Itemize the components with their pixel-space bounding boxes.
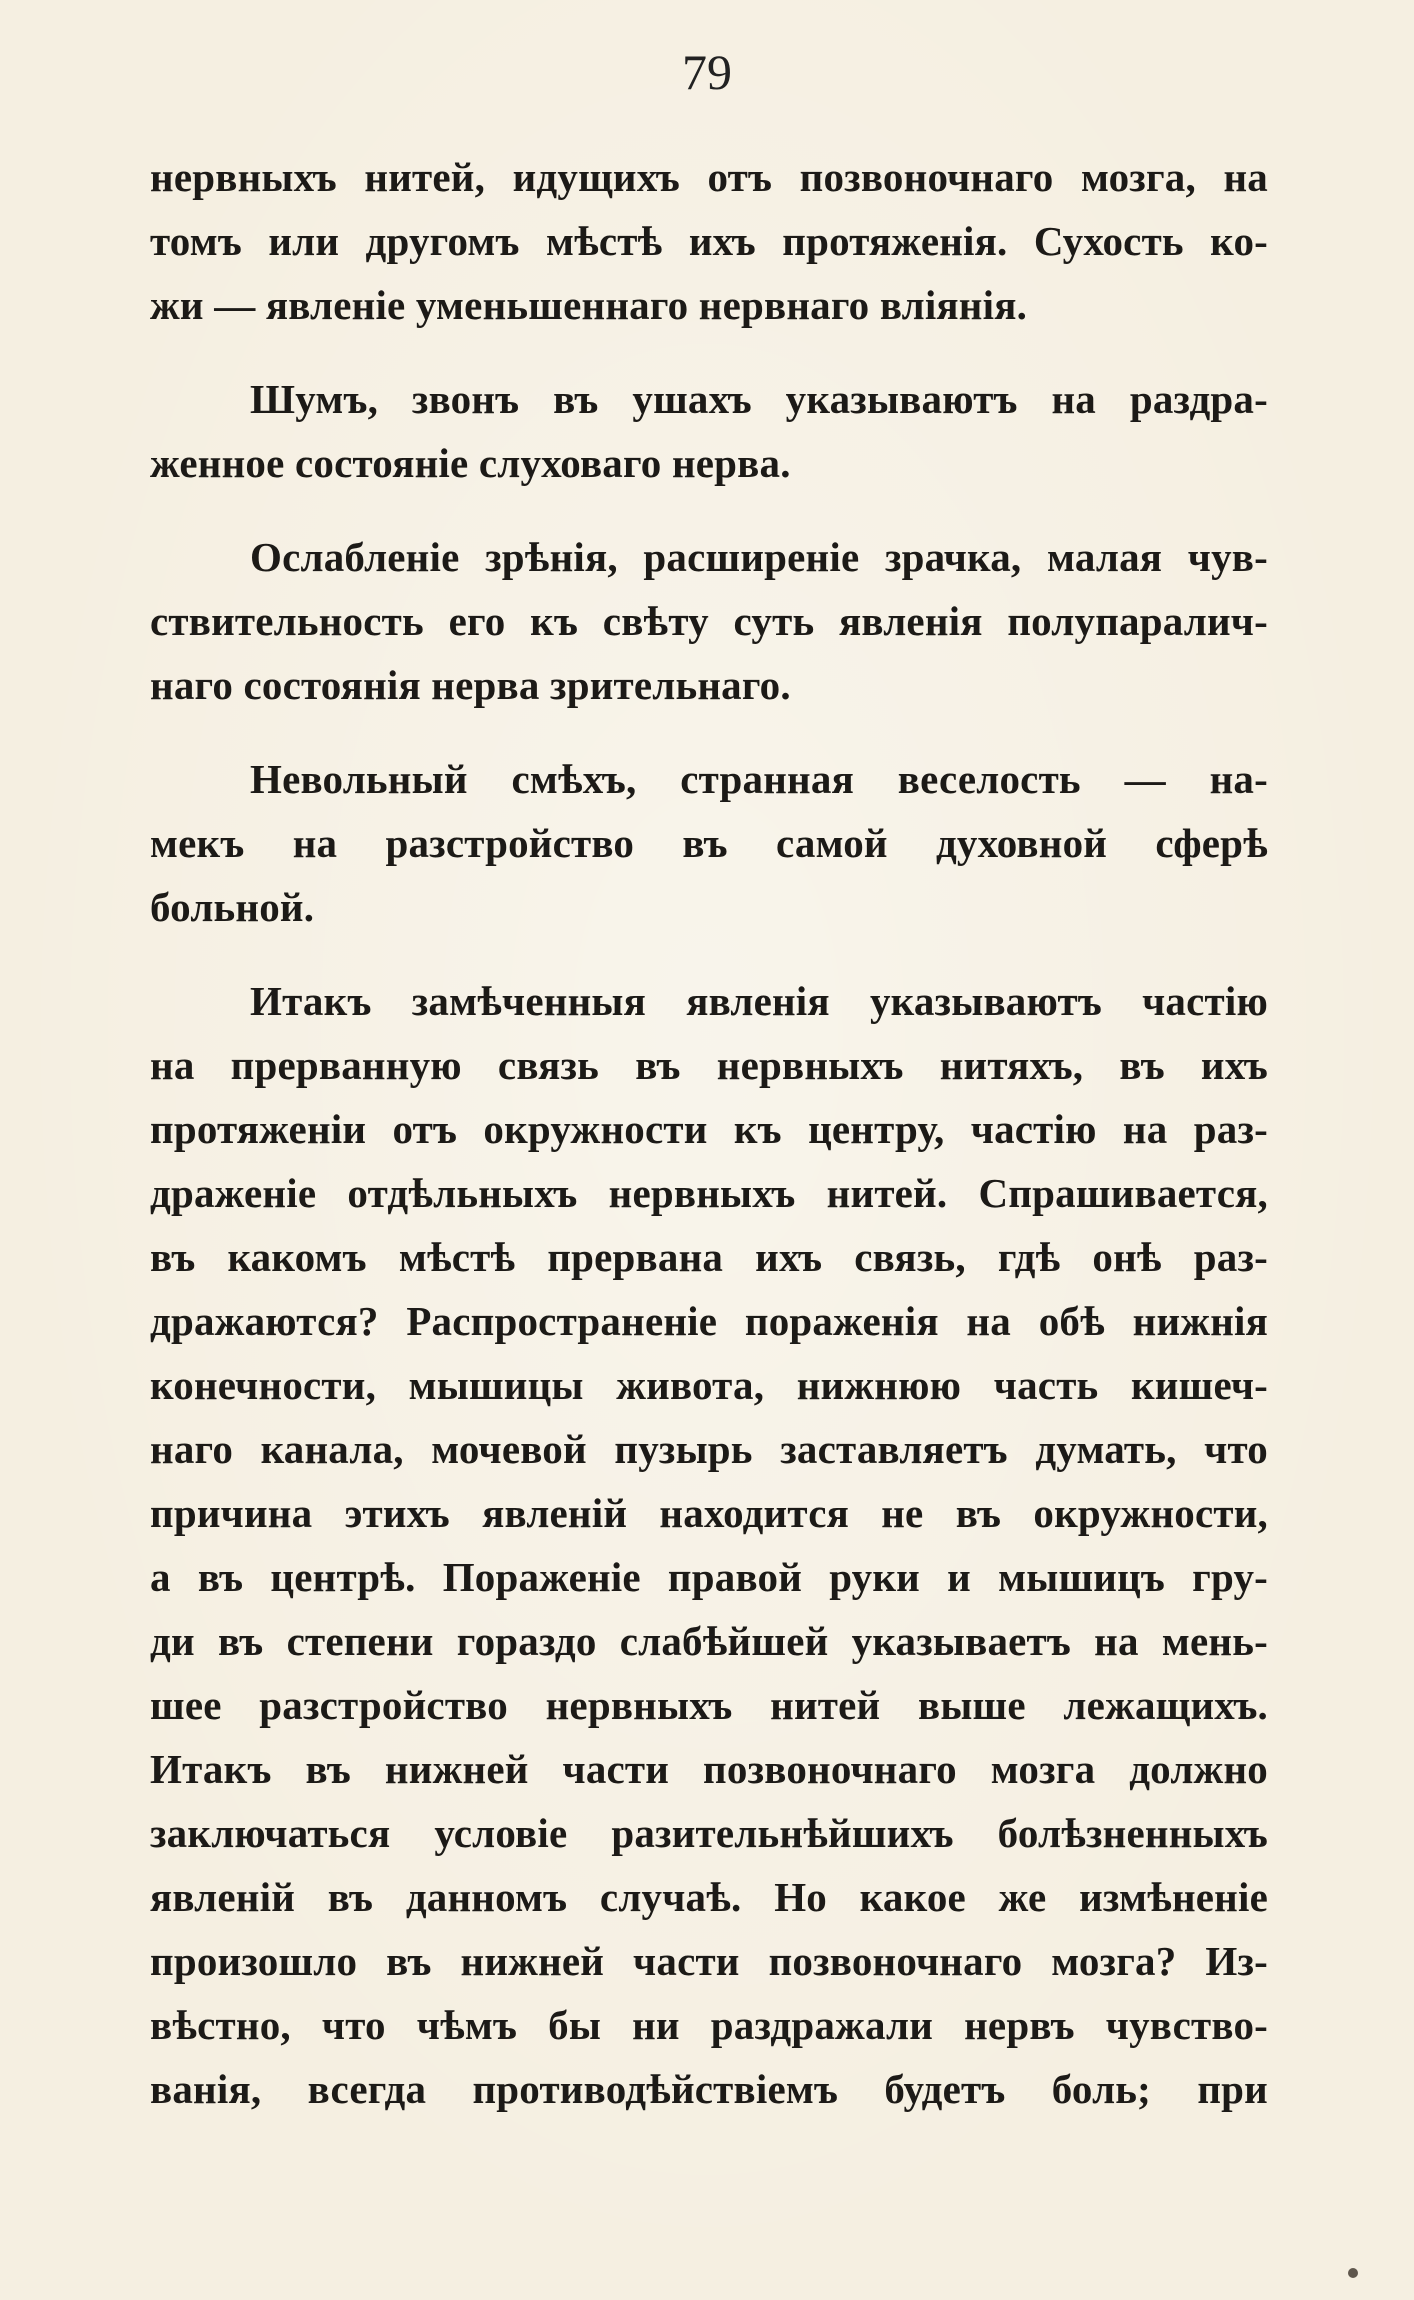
text-line: произошло въ нижней части позвоночнаго мозга? Из- (150, 1938, 1268, 1984)
text-line: Невольный смѣхъ, странная веселость — на- (250, 756, 1268, 802)
text-line: томъ или другомъ мѣстѣ ихъ протяженія. Сухость ко- (150, 218, 1268, 264)
text-line: Итакъ замѣченныя явленія указываютъ частію (250, 978, 1268, 1024)
text-line: шее разстройство нервныхъ нитей выше лежащихъ. (150, 1682, 1268, 1728)
text-line: вѣстно, что чѣмъ бы ни раздражали нервъ чувство- (150, 2002, 1268, 2048)
page-number: 79 (682, 44, 732, 100)
paragraph-2 (150, 367, 1268, 495)
text-line: причина этихъ явленій находится не въ окружности, (150, 1490, 1268, 1536)
text-line: больной. (150, 884, 315, 930)
text-line: на прерванную связь въ нервныхъ нитяхъ, въ ихъ (150, 1042, 1268, 1088)
text-line: протяженіи отъ окружности къ центру, частію на раз- (150, 1106, 1268, 1152)
text-line: явленій въ данномъ случаѣ. Но какое же измѣненіе (150, 1874, 1268, 1920)
text-line: женное состояніе слуховаго нерва. (150, 440, 791, 486)
text-body (150, 145, 1268, 2121)
text-line: ванія, всегда противодѣйствіемъ будетъ боль; при (150, 2066, 1268, 2112)
text-line: дражаются? Распространеніе пораженія на обѣ нижнія (150, 1298, 1268, 1344)
text-line: жи — явленіе уменьшеннаго нервнаго вліянія. (150, 282, 1028, 328)
text-line: Итакъ въ нижней части позвоночнаго мозга должно (150, 1746, 1268, 1792)
text-line: драженіе отдѣльныхъ нервныхъ нитей. Спрашивается, (150, 1170, 1268, 1216)
text-line: мекъ на разстройство въ самой духовной сферѣ (150, 820, 1268, 866)
text-line: нервныхъ нитей, идущихъ отъ позвоночнаго мозга, на (150, 154, 1268, 200)
text-line: наго состоянія нерва зрительнаго. (150, 662, 791, 708)
text-line: конечности, мышицы живота, нижнюю часть кишеч- (150, 1362, 1268, 1408)
text-line: заключаться условіе разительнѣйшихъ болѣзненныхъ (150, 1810, 1268, 1856)
text-line: наго канала, мочевой пузырь заставляетъ думать, что (150, 1426, 1268, 1472)
text-line: ствительность его къ свѣту суть явленія полупаралич- (150, 598, 1268, 644)
ink-speck (1348, 2268, 1358, 2278)
text-line: Шумъ, звонъ въ ушахъ указываютъ на раздра- (250, 376, 1268, 422)
text-line: а въ центрѣ. Пораженіе правой руки и мышицъ гру- (150, 1554, 1268, 1600)
paragraph-5 (150, 969, 1268, 2121)
text-line: Ослабленіе зрѣнія, расширеніе зрачка, малая чув- (250, 534, 1268, 580)
paragraph-3 (150, 525, 1268, 717)
text-line: ди въ степени гораздо слабѣйшей указываетъ на мень- (150, 1618, 1268, 1664)
paragraph-4 (150, 747, 1268, 939)
paragraph-1 (150, 145, 1268, 337)
text-line: въ какомъ мѣстѣ прервана ихъ связь, гдѣ онѣ раз- (150, 1234, 1268, 1280)
